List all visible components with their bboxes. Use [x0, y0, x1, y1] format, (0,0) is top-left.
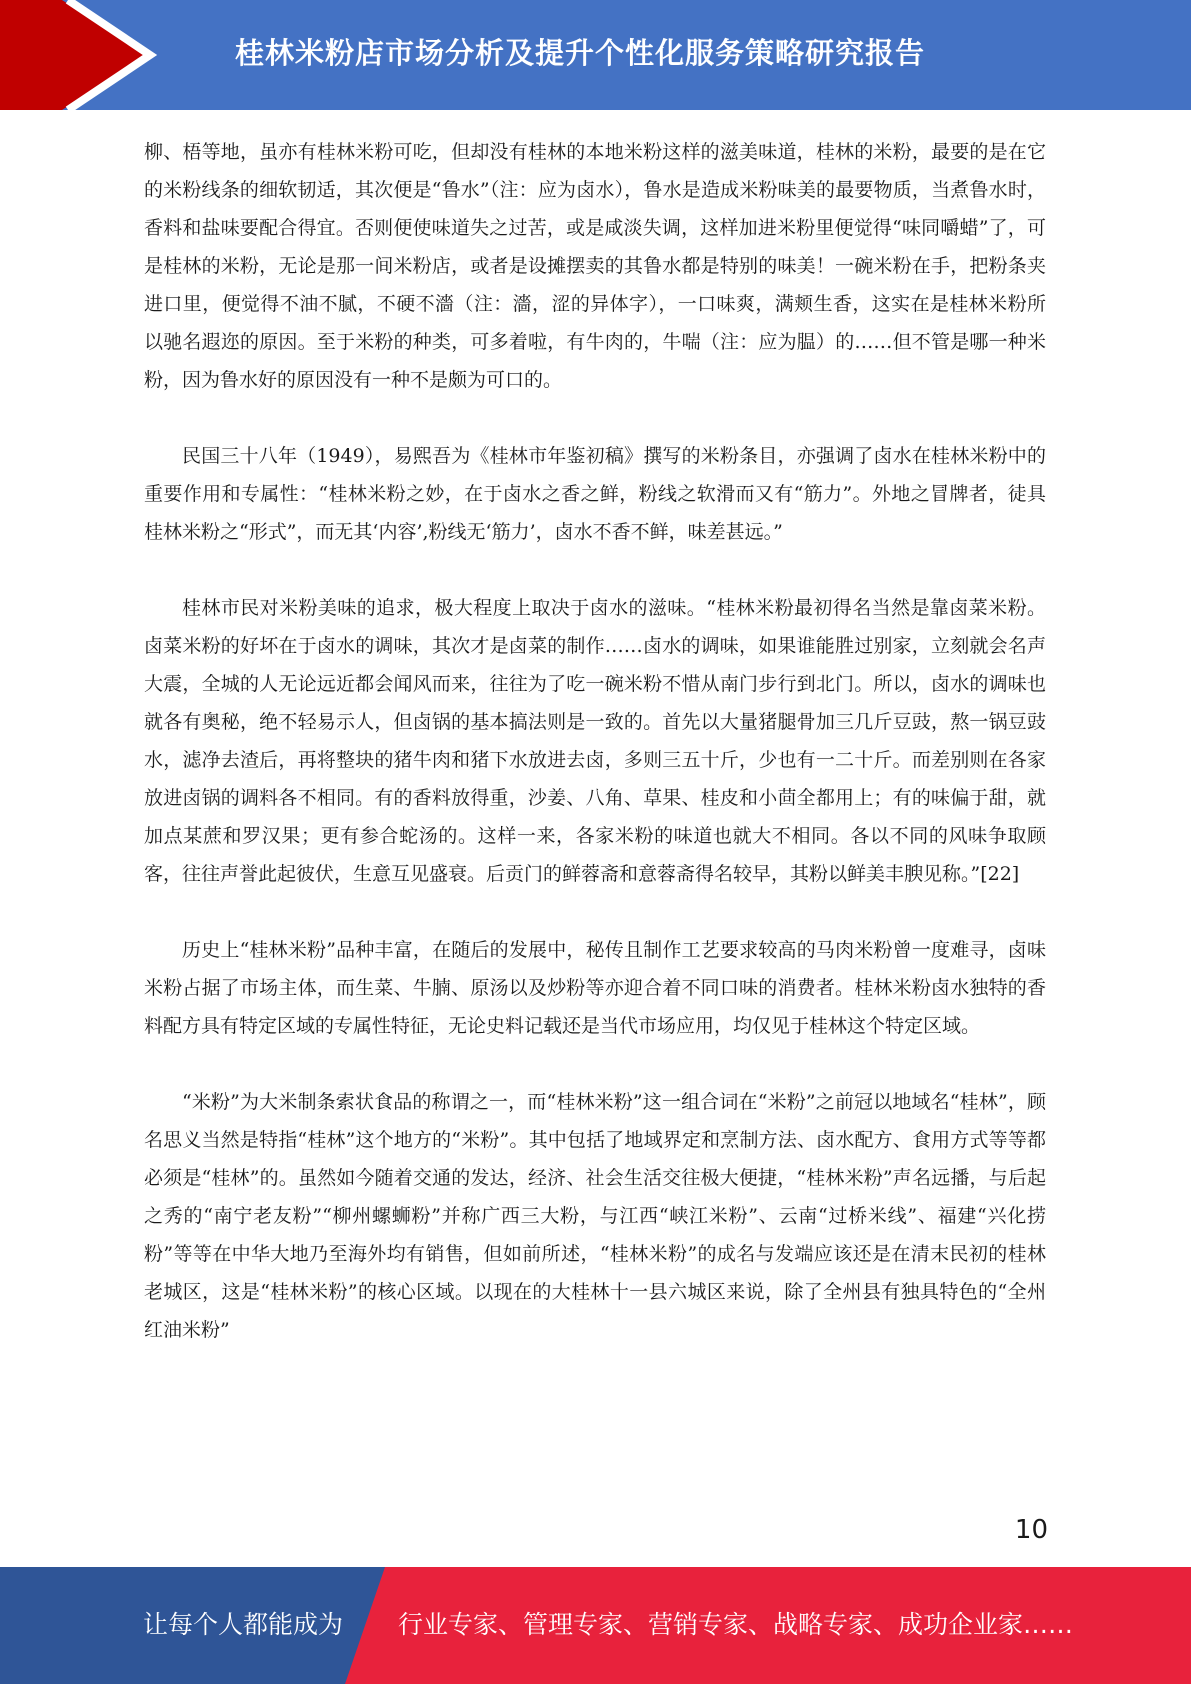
paragraph-1: 柳、梧等地，虽亦有桂林米粉可吃，但却没有桂林的本地米粉这样的滋美味道，桂林的米粉，最要的是在它的米粉线条的细软韧适，其次便是“鲁水”（注：应为卤水），鲁水是造成米粉味美的最要物质，当煮鲁水时，香料和盐味要配合得宜。否则便使味道失之过苦，或是咸淡失调，这样加进米粉里便觉得“味同嚼蜡”了，可是桂林的米粉，无论是那一间米粉店，或者是设摊摆卖的其鲁水都是特别的味美！一碗米粉在手，把粉条夹进口里，便觉得不油不腻，不硬不濇（注：濇，涩的异体字），一口味爽，满颊生香，这实在是桂林米粉所以驰名遐迩的原因。至于米粉的种类，可多着啦，有牛肉的，牛喘（注：应为腽）的……但不管是哪一种米粉，因为鲁水好的原因没有一种不是颇为可口的。 — [144, 141, 1046, 391]
paragraph-4: 历史上“桂林米粉”品种丰富，在随后的发展中，秘传且制作工艺要求较高的马肉米粉曾一度难寻，卤味米粉占据了市场主体，而生菜、牛腩、原汤以及炒粉等亦迎合着不同口味的消费者。桂林米粉卤水独特的香料配方具有特定区域的专属性特征，无论史料记载还是当代市场应用，均仅见于桂林这个特定区域。 — [144, 939, 1046, 1037]
footer-slogan-left: 让每个人都能成为 — [143, 1610, 344, 1639]
header-title: 桂林米粉店市场分析及提升个性化服务策略研究报告 — [235, 36, 926, 70]
paragraph-3: 桂林市民对米粉美味的追求，极大程度上取决于卤水的滋味。“桂林米粉最初得名当然是靠卤菜米粉。卤菜米粉的好坏在于卤水的调味，其次才是卤菜的制作……卤水的调味，如果谁能胜过别家，立刻就会名声大震，全城的人无论远近都会闻风而来，往往为了吃一碗米粉不惜从南门步行到北门。所以，卤水的调味也就各有奥秘，绝不轻易示人，但卤锅的基本搞法则是一致的。首先以大量猪腿骨加三几斤豆豉，熬一锅豆豉水，滤净去渣后，再将整块的猪牛肉和猪下水放进去卤，多则三五十斤，少也有一二十斤。而差别则在各家放进卤锅的调料各不相同。有的香料放得重，沙姜、八角、草果、桂皮和小茴全都用上；有的味偏于甜，就加点某蔗和罗汉果；更有参合蛇汤的。这样一来，各家米粉的味道也就大不相同。各以不同的风味争取顾客，往往声誉此起彼伏，生意互见盛衰。后贡门的鲜蓉斋和意蓉斋得名较早，其粉以鲜美丰腴见称。”[22] — [144, 597, 1046, 885]
document-body — [144, 133, 1046, 1387]
footer-slogan-right: 行业专家、管理专家、营销专家、战略专家、成功企业家…… — [398, 1610, 1074, 1639]
page-number: 10 — [1014, 1515, 1048, 1545]
header-arrow-icon — [0, 0, 160, 110]
page-footer — [0, 1567, 1191, 1684]
paragraph-2: 民国三十八年（1949），易熙吾为《桂林市年鉴初稿》撰写的米粉条目，亦强调了卤水在桂林米粉中的重要作用和专属性：“桂林米粉之妙，在于卤水之香之鲜，粉线之软滑而又有“筋力”。外地之冒牌者，徒具桂林米粉之“形式”，而无其‘内容’,粉线无‘筋力’，卤水不香不鲜，味差甚远。” — [144, 445, 1046, 543]
page-header — [0, 0, 1191, 110]
paragraph-5: “米粉”为大米制条索状食品的称谓之一，而“桂林米粉”这一组合词在“米粉”之前冠以地域名“桂林”，顾名思义当然是特指“桂林”这个地方的“米粉”。其中包括了地域界定和烹制方法、卤水配方、食用方式等等都必须是“桂林”的。虽然如今随着交通的发达，经济、社会生活交往极大便捷，“桂林米粉”声名远播，与后起之秀的“南宁老友粉”“柳州螺蛳粉”并称广西三大粉，与江西“峡江米粉”、云南“过桥米线”、福建“兴化捞粉”等等在中华大地乃至海外均有销售，但如前所述，“桂林米粉”的成名与发端应该还是在清末民初的桂林老城区，这是“桂林米粉”的核心区域。以现在的大桂林十一县六城区来说，除了全州县有独具特色的“全州红油米粉” — [144, 1091, 1046, 1341]
